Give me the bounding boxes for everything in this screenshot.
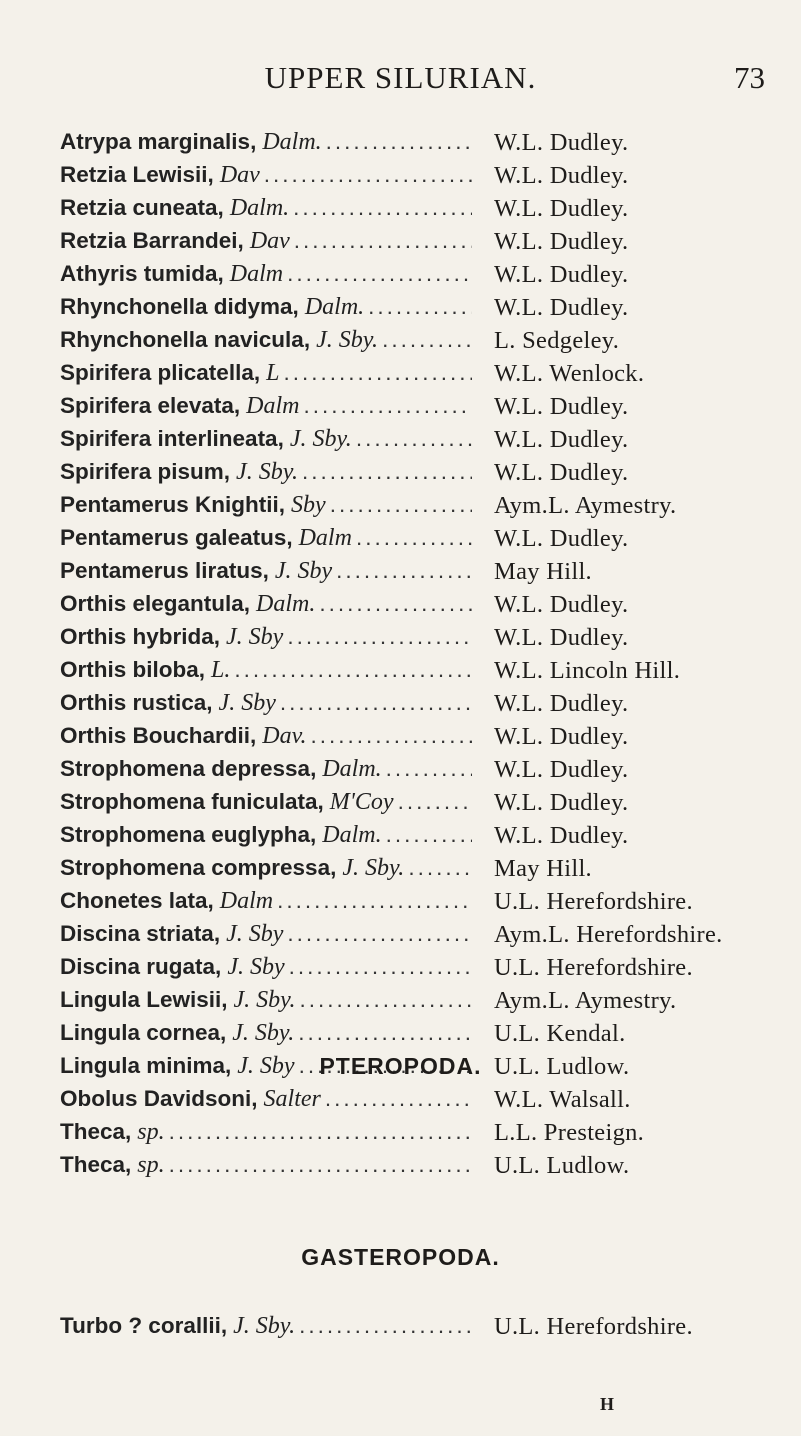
species-cell (60, 261, 472, 288)
species-author: Dalm (219, 888, 274, 914)
signature-mark: H (600, 1394, 615, 1414)
species-name: Chonetes lata, (60, 888, 214, 913)
running-title: UPPER SILURIAN. (264, 60, 537, 95)
species-author: Dav (219, 162, 260, 188)
species-author: Dav. (262, 723, 307, 749)
species-cell (60, 426, 472, 453)
entry-row (60, 687, 801, 720)
locality: Aym.L. Herefordshire. (494, 920, 723, 948)
species-name: Athyris tumida, (60, 261, 224, 286)
species-author: L. (211, 657, 231, 683)
locality: U.L. Ludlow. (494, 1052, 630, 1080)
entry-row (60, 522, 801, 555)
species-name: Lingula cornea, (60, 1020, 227, 1045)
species-author: J. Sby. (342, 855, 405, 881)
dot-leader (394, 789, 472, 816)
species-name: Strophomena funiculata, (60, 789, 324, 814)
species-author: J. Sby. (232, 1020, 295, 1046)
locality: U.L. Herefordshire. (494, 953, 693, 981)
species-cell (60, 822, 472, 849)
entry-row (60, 291, 801, 324)
locality: W.L. Dudley. (494, 755, 629, 783)
locality: W.L. Dudley. (494, 590, 629, 618)
species-author: sp. (137, 1119, 165, 1145)
species-cell (60, 1313, 472, 1340)
species-cell (60, 888, 472, 915)
dot-leader (279, 360, 472, 387)
species-name: Lingula minima, (60, 1053, 232, 1078)
species-cell (60, 525, 472, 552)
entry-row (60, 258, 801, 291)
entry-row (60, 1310, 801, 1343)
dot-leader (322, 129, 472, 156)
entry-row (60, 918, 801, 951)
locality: W.L. Dudley. (494, 458, 629, 486)
dot-leader (326, 492, 472, 519)
locality: W.L. Dudley. (494, 788, 629, 816)
entry-row (60, 159, 801, 192)
entry-row (60, 1017, 801, 1050)
dot-leader (299, 393, 472, 420)
species-author: sp. (137, 1152, 165, 1178)
species-list (60, 126, 801, 1116)
section-heading-gasteropoda: GASTEROPODA. (301, 1244, 500, 1270)
entry-row (60, 390, 801, 423)
locality: W.L. Dudley. (494, 161, 629, 189)
dot-leader (260, 162, 472, 189)
dot-leader (404, 855, 472, 882)
locality: Aym.L. Aymestry. (494, 986, 677, 1014)
locality: W.L. Dudley. (494, 623, 629, 651)
dot-leader (276, 690, 472, 717)
entry-row (60, 951, 801, 984)
species-author: M'Coy (329, 789, 394, 815)
species-cell (60, 228, 472, 255)
species-name: Discina rugata, (60, 954, 222, 979)
entry-row (60, 489, 801, 522)
dot-leader (298, 459, 472, 486)
locality: W.L. Dudley. (494, 392, 629, 420)
entry-row (60, 852, 801, 885)
dot-leader (283, 921, 472, 948)
species-author: J. Sby (218, 690, 276, 716)
species-name: Atrypa marginalis, (60, 129, 257, 154)
entry-row (60, 786, 801, 819)
species-name: Rhynchonella navicula, (60, 327, 311, 352)
species-name: Retzia Lewisii, (60, 162, 214, 187)
species-cell (60, 1020, 472, 1047)
species-author: Dalm. (229, 195, 290, 221)
entry-row (60, 1149, 801, 1182)
species-author: Dalm. (304, 294, 365, 320)
locality: W.L. Dudley. (494, 227, 629, 255)
species-cell (60, 558, 472, 585)
species-name: Strophomena depressa, (60, 756, 317, 781)
dot-leader (285, 954, 472, 981)
species-cell (60, 855, 472, 882)
dot-leader (352, 426, 472, 453)
species-author: J. Sby. (233, 1313, 296, 1339)
species-author: J. Sby (237, 1053, 295, 1079)
dot-leader (306, 723, 472, 750)
dot-leader (321, 1086, 472, 1113)
species-cell (60, 954, 472, 981)
species-author: Dalm (298, 525, 352, 551)
species-name: Spirifera plicatella, (60, 360, 261, 385)
species-author: Sby (291, 492, 326, 518)
species-name: Pentamerus liratus, (60, 558, 269, 583)
locality: L.L. Presteign. (494, 1118, 645, 1146)
species-name: Orthis elegantula, (60, 591, 251, 616)
entry-row (60, 192, 801, 225)
locality: U.L. Ludlow. (494, 1151, 630, 1179)
species-cell (60, 591, 472, 618)
entry-row (60, 126, 801, 159)
species-name: Lingula Lewisii, (60, 987, 228, 1012)
species-name: Retzia cuneata, (60, 195, 224, 220)
locality: W.L. Dudley. (494, 722, 629, 750)
species-author: J. Sby. (233, 987, 296, 1013)
dot-leader (165, 1152, 472, 1179)
dot-leader (364, 294, 472, 321)
locality: W.L. Dudley. (494, 689, 629, 717)
species-name: Orthis rustica, (60, 690, 213, 715)
species-author: J. Sby. (316, 327, 379, 353)
species-name: Turbo ? corallii, (60, 1313, 228, 1338)
entry-row (60, 621, 801, 654)
dot-leader (289, 195, 472, 222)
species-author: Dalm. (322, 822, 382, 848)
entry-row (60, 753, 801, 786)
locality: W.L. Dudley. (494, 128, 629, 156)
species-author: J. Sby (226, 921, 284, 947)
species-name: Orthis Bouchardii, (60, 723, 257, 748)
species-cell (60, 690, 472, 717)
species-name: Pentamerus Knightii, (60, 492, 286, 517)
species-author: Salter (263, 1086, 321, 1112)
locality: W.L. Dudley. (494, 194, 629, 222)
species-name: Theca, (60, 1152, 132, 1177)
species-author: Dalm. (262, 129, 322, 155)
species-cell (60, 459, 472, 486)
dot-leader (382, 822, 472, 849)
dot-leader (352, 525, 472, 552)
species-author: Dav (249, 228, 290, 254)
species-name: Spirifera elevata, (60, 393, 241, 418)
entry-row (60, 588, 801, 621)
dot-leader (165, 1119, 472, 1146)
species-author: Dalm (246, 393, 300, 419)
species-author: Dalm. (256, 591, 316, 617)
gasteropoda-list (60, 1310, 801, 1343)
species-cell (60, 921, 472, 948)
locality: W.L. Dudley. (494, 425, 629, 453)
dot-leader (296, 987, 472, 1014)
species-name: Discina striata, (60, 921, 221, 946)
section-heading-pteropoda: PTEROPODA. (319, 1053, 482, 1079)
species-name: Spirifera interlineata, (60, 426, 284, 451)
locality: U.L. Herefordshire. (494, 1312, 693, 1340)
locality: U.L. Herefordshire. (494, 887, 693, 915)
locality: Aym.L. Aymestry. (494, 491, 677, 519)
species-author: J. Sby (226, 624, 284, 650)
species-cell (60, 756, 472, 783)
species-cell (60, 657, 472, 684)
dot-leader (230, 657, 472, 684)
entry-row (60, 357, 801, 390)
dot-leader (283, 261, 472, 288)
locality: W.L. Dudley. (494, 524, 629, 552)
dot-leader (290, 228, 472, 255)
entry-row (60, 225, 801, 258)
entry-row (60, 720, 801, 753)
species-cell (60, 195, 472, 222)
dot-leader (378, 327, 472, 354)
species-author: J. Sby (227, 954, 285, 980)
species-name: Obolus Davidsoni, (60, 1086, 258, 1111)
page-number: 73 (734, 60, 765, 95)
species-cell (60, 294, 472, 321)
species-cell (60, 327, 472, 354)
species-cell (60, 1086, 472, 1113)
pteropoda-list (60, 1116, 801, 1182)
species-cell (60, 624, 472, 651)
locality: May Hill. (494, 854, 592, 882)
species-cell (60, 393, 472, 420)
species-author: Dalm (229, 261, 284, 287)
locality: W.L. Walsall. (494, 1085, 631, 1113)
page-header (0, 60, 801, 104)
locality: W.L. Lincoln Hill. (494, 656, 681, 684)
dot-leader (315, 591, 472, 618)
dot-leader (283, 624, 472, 651)
locality: W.L. Wenlock. (494, 359, 645, 387)
species-name: Orthis biloba, (60, 657, 206, 682)
species-cell (60, 1152, 472, 1179)
entry-row (60, 423, 801, 456)
entry-row (60, 885, 801, 918)
species-cell (60, 492, 472, 519)
dot-leader (273, 888, 472, 915)
dot-leader (295, 1313, 472, 1340)
species-author: J. Sby. (289, 426, 352, 452)
locality: L. Sedgeley. (494, 326, 620, 354)
entry-row (60, 1116, 801, 1149)
species-author: L (266, 360, 280, 386)
species-name: Strophomena compressa, (60, 855, 337, 880)
species-name: Retzia Barrandei, (60, 228, 244, 253)
dot-leader (382, 756, 472, 783)
species-name: Rhynchonella didyma, (60, 294, 299, 319)
entry-row (60, 819, 801, 852)
dot-leader (294, 1020, 472, 1047)
species-name: Theca, (60, 1119, 132, 1144)
locality: U.L. Kendal. (494, 1019, 626, 1047)
locality: May Hill. (494, 557, 592, 585)
species-name: Strophomena euglypha, (60, 822, 317, 847)
locality: W.L. Dudley. (494, 260, 629, 288)
entry-row (60, 555, 801, 588)
entry-row (60, 984, 801, 1017)
species-cell (60, 723, 472, 750)
species-author: Dalm. (322, 756, 382, 782)
locality: W.L. Dudley. (494, 293, 629, 321)
dot-leader (332, 558, 472, 585)
species-author: J. Sby. (236, 459, 299, 485)
locality: W.L. Dudley. (494, 821, 629, 849)
species-name: Pentamerus galeatus, (60, 525, 293, 550)
species-cell (60, 789, 472, 816)
entry-row (60, 324, 801, 357)
entry-row (60, 654, 801, 687)
species-cell (60, 162, 472, 189)
entry-row (60, 456, 801, 489)
species-name: Orthis hybrida, (60, 624, 221, 649)
species-cell (60, 987, 472, 1014)
entry-row (60, 1083, 801, 1116)
species-cell (60, 129, 472, 156)
species-cell (60, 1119, 472, 1146)
species-name: Spirifera pisum, (60, 459, 231, 484)
species-cell (60, 360, 472, 387)
species-author: J. Sby (274, 558, 333, 584)
